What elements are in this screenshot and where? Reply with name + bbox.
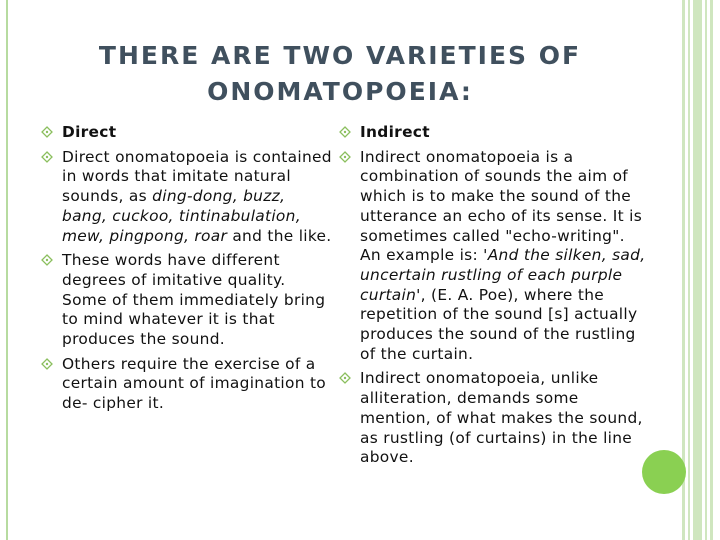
indirect-heading: Indirect [360,123,430,141]
bullet-item [338,369,650,468]
direct-heading: Direct [62,123,117,141]
hollow-diamond-bullet-icon [41,254,53,266]
bullet-item [338,148,650,365]
hollow-diamond-bullet-icon [339,372,351,384]
alliteration-text: Indirect onomatopoeia, unlike alliteration, demands some mention, of what makes the sound, as rustling (of curtains) in the line above. [360,369,643,467]
poe-quote: And the silken, sad, uncertain rustling of each purple curtain [360,246,646,304]
bullet-item [40,251,332,350]
right-stripe [710,0,713,540]
hollow-diamond-bullet-icon [41,358,53,370]
title-line-2: ONOMATOPOEIA: [207,77,473,106]
bullet-item [338,123,650,143]
indirect-text-end: ', (E. A. Poe), where the repetition of the sound [s] actually produces the sound of the rustling of the curtain. [360,285,638,363]
direct-text: Direct onomatopoeia is contained in words that imitate natural sounds, as [62,147,332,206]
direct-text-end: and the like. [227,226,332,245]
left-column [40,123,332,419]
hollow-diamond-bullet-icon [339,151,351,163]
bullet-item [40,148,332,247]
right-stripe [688,0,690,540]
hollow-diamond-bullet-icon [41,126,53,138]
right-stripe [705,0,707,540]
hollow-diamond-bullet-icon [339,126,351,138]
title-line-1: THERE ARE TWO VARIETIES OF [98,41,582,70]
right-column [338,123,650,473]
bullet-item [40,355,332,414]
imagination-text: Others require the exercise of a certain amount of imagination to de- cipher it. [62,354,327,413]
left-stripe [6,0,8,540]
slide-title [40,38,640,110]
hollow-diamond-bullet-icon [41,151,53,163]
bullet-item [40,123,332,143]
direct-examples: ding-dong, buzz, bang, cuckoo, tintinabulation, mew, pingpong, roar [62,187,301,245]
degrees-text: These words have different degrees of imitative quality. Some of them immediately bring to mind whatever it is that produces the sound. [62,251,326,349]
right-stripe [693,0,702,540]
indirect-text: Indirect onomatopoeia is a combination of sounds the aim of which is to make the sound of the utterance an echo of its sense. It is sometimes called "echo-writing". An example is: ' [360,147,643,265]
